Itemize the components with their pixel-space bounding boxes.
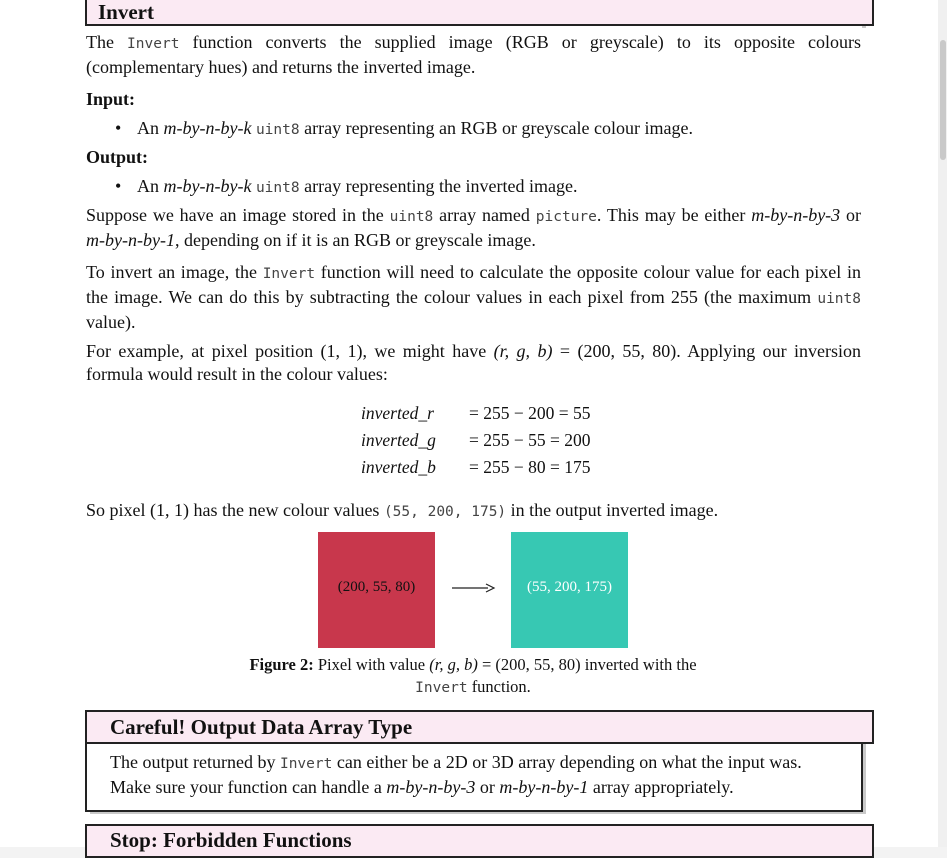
equation-b-rhs: = 255 − 80 = 175 (469, 457, 591, 477)
input-heading: Input: (86, 89, 136, 109)
suppose-paragraph (86, 204, 861, 252)
invert-text-a: To invert an image, the (86, 262, 257, 282)
input-list (115, 117, 855, 142)
suppose-text-a: Suppose we have an image stored in the (86, 205, 384, 225)
invert-box-title (85, 0, 874, 26)
intro-code-invert: Invert (127, 36, 180, 52)
equation-r-lhs: inverted_r (361, 403, 434, 423)
stop-box-title (85, 824, 874, 858)
result-text-a: So pixel (1, 1) has the new colour values (86, 500, 380, 520)
intro-paragraph (86, 31, 861, 79)
suppose-code-uint8: uint8 (389, 209, 434, 225)
original-pixel-label: (200, 55, 80) (337, 579, 416, 595)
suppose-text-c: . This may be either (596, 205, 746, 225)
equation-g-rhs: = 255 − 55 = 200 (469, 430, 591, 450)
careful-text-a: The output returned by (110, 752, 276, 772)
invert-code-uint8: uint8 (817, 291, 861, 307)
equation-g-lhs: inverted_g (361, 430, 436, 450)
figure-caption (200, 654, 746, 699)
output-bullet-prefix: An (137, 176, 159, 196)
invert-title: Invert (98, 0, 154, 24)
result-code: (55, 200, 175) (383, 504, 507, 520)
invert-code-invert: Invert (262, 266, 316, 282)
intro-text-b: function converts the supplied image (RGB or greyscale) to its opposite colours (complementary hues) and returns the inverted image. (86, 32, 862, 77)
equation-r-rhs: = 255 − 200 = 55 (469, 403, 591, 423)
output-list (115, 175, 855, 200)
careful-dims-3: m-by-n-by-3 (386, 777, 476, 797)
suppose-text-b: array named (439, 205, 530, 225)
figure-caption-c: function. (471, 677, 531, 696)
input-bullet (115, 117, 855, 142)
input-bullet-suffix: array representing an RGB or greyscale colour image. (304, 118, 693, 138)
suppose-dims-1: m-by-n-by-1 (86, 230, 175, 250)
invert-text-b: function will need to calculate the opposite colour value for each pixel in the image. We can do this by subtracting the colour values in each pixel from 255 (the maximum (86, 262, 861, 307)
example-text-a: For example, at pixel position (1, 1), we might have (86, 341, 487, 361)
equation-b (361, 457, 590, 478)
suppose-dims-3: m-by-n-by-3 (751, 205, 841, 225)
figure-caption-a: Pixel with value (317, 655, 426, 674)
output-heading: Output: (86, 147, 149, 167)
scrollbar-thumb[interactable] (940, 40, 946, 160)
careful-text-or: or (479, 777, 495, 797)
input-code: uint8 (255, 122, 300, 138)
careful-paragraph (110, 751, 846, 799)
suppose-text-or: or (846, 205, 862, 225)
careful-code: Invert (279, 756, 333, 772)
equation-b-lhs: inverted_b (361, 457, 436, 477)
suppose-code-picture: picture (535, 209, 597, 225)
figure-caption-label: Figure 2: (249, 655, 314, 674)
stop-title: Stop: Forbidden Functions (110, 828, 352, 852)
original-pixel-swatch (318, 532, 435, 648)
careful-title: Careful! Output Data Array Type (110, 715, 413, 739)
output-code: uint8 (255, 180, 300, 196)
output-dims: m-by-n-by-k (163, 176, 252, 196)
result-text-b: in the output inverted image. (510, 500, 719, 520)
inverted-pixel-swatch (511, 532, 628, 648)
careful-dims-1: m-by-n-by-1 (499, 777, 589, 797)
invert-paragraph (86, 261, 861, 334)
output-bullet (115, 175, 855, 200)
equation-g (361, 430, 590, 451)
input-bullet-prefix: An (137, 118, 159, 138)
figure-caption-b: = (200, 55, 80) inverted with the (481, 655, 697, 674)
suppose-text-f: , depending on if it is an RGB or greyscale image. (174, 230, 536, 250)
vertical-scrollbar[interactable] (938, 0, 947, 847)
inverted-pixel-label: (55, 200, 175) (527, 579, 612, 595)
example-text-b: = (200, 55, 80). Applying our inversion formula would result in the colour values: (86, 341, 862, 384)
careful-text-c: array appropriately. (592, 777, 734, 797)
equation-r (361, 403, 590, 424)
careful-box-body (85, 744, 863, 812)
figure-caption-rgb: (r, g, b) (429, 655, 478, 674)
output-bullet-suffix: array representing the inverted image. (304, 176, 578, 196)
intro-text-a: The (86, 32, 114, 52)
figure-caption-code: Invert (415, 680, 468, 696)
careful-text-b: can either be a 2D or 3D array depending on what the input was. Make sure your function can handle a (110, 752, 802, 797)
right-arrow-icon (450, 582, 496, 594)
example-paragraph (86, 340, 861, 386)
invert-text-c: value). (86, 312, 136, 332)
result-paragraph (86, 499, 861, 524)
example-rgb: (r, g, b) (493, 341, 553, 361)
input-dims: m-by-n-by-k (163, 118, 252, 138)
careful-box-title (85, 710, 874, 744)
